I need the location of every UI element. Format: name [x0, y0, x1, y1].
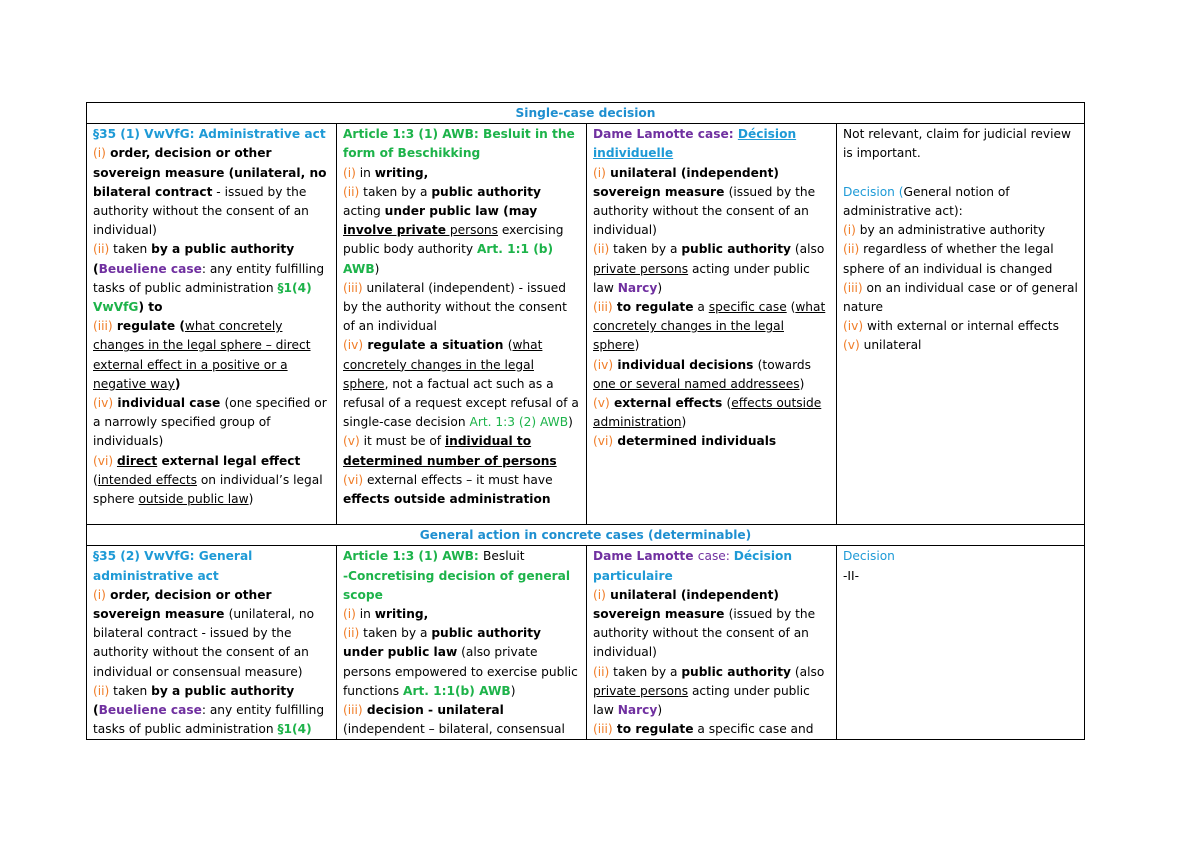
- table-row: [87, 546, 1085, 740]
- law-reference: §1(4): [277, 722, 312, 737]
- cell-awb-besluit-general-scope: Article 1:3 (1) AWB: Besluit -Concretising decision of general scope (i) in writing, (ii) taken by a public authority under public law (also private persons empowered to exercise public functions Art. 1:1(b) AWB) (iii) decision - unilateral (independent – bilateral, consensual: [337, 546, 587, 740]
- section-header-row: [87, 103, 1085, 124]
- section-header-row: [87, 525, 1085, 546]
- law-reference: Art. 1:1 (b) AWB: [343, 242, 554, 276]
- cell-dame-lamotte-particulaire: Dame Lamotte case: Décision particulaire (i) unilateral (independent) sovereign measure (issued by the authority without the consent of an individual) (ii) taken by a public authority (also private persons acting under public law Narcy) (iii) to regulate a specific case and: [587, 546, 837, 740]
- case-reference: Beueliene case: [98, 703, 202, 718]
- cell-decision-same: Decision -II-: [837, 546, 1085, 740]
- case-reference: Beueliene case: [98, 261, 202, 276]
- law-reference: Art. 1:1(b) AWB: [403, 683, 511, 698]
- cell-heading: Article 1:3 (1) AWB: Besluit in the form of Beschikking: [343, 127, 575, 161]
- law-reference: Art. 1:3 (2) AWB: [469, 415, 569, 430]
- cell-heading: §35 (1) VwVfG: Administrative act: [93, 127, 326, 142]
- table-row: [87, 124, 1085, 525]
- cell-vwvfg-administrative-act: §35 (1) VwVfG: Administrative act (i) order, decision or other sovereign measure (unilateral, no bilateral contract - issued by the authority without the consent of an individual) (ii) taken by a public authority (Beueliene case: any entity fulfilling tasks of public administration §1(4) VwVfG) to (iii) regulate (what concretely changes in the legal sphere – direct external effect in a positive or a negative way) (iv) individual case (one specified or a narrowly specified group of individuals) (vi) direct external legal effect (intended effects on individual’s legal sphere outside public law): [87, 124, 337, 525]
- case-reference: Narcy: [617, 703, 658, 718]
- cell-vwvfg-general-administrative-act: §35 (2) VwVfG: General administrative act (i) order, decision or other sovereign measure (unilateral, no bilateral contract - issued by the authority without the consent of an individual or consensual measure) (ii) taken by a public authority (Beueliene case: any entity fulfilling tasks of public administration §1(4): [87, 546, 337, 740]
- cell-heading: §35 (2) VwVfG: General administrative act: [93, 549, 253, 583]
- comparison-table: [86, 102, 1085, 740]
- cell-dame-lamotte-individuelle: Dame Lamotte case: Décision individuelle (i) unilateral (independent) sovereign measure (issued by the authority without the consent of an individual) (ii) taken by a public authority (also private persons acting under public law Narcy) (iii) to regulate a specific case (what concretely changes in the legal sphere) (iv) individual decisions (towards one or several named addressees) (v) external effects (effects outside administration) (vi) determined individuals: [587, 124, 837, 525]
- law-reference: §1(4) VwVfG: [93, 280, 312, 315]
- section-title-general-action: General action in concrete cases (determinable): [87, 525, 1085, 546]
- section-title-single-case: Single-case decision: [87, 103, 1085, 124]
- cell-awb-beschikking: Article 1:3 (1) AWB: Besluit in the form of Beschikking (i) in writing, (ii) taken by a public authority acting under public law (may involve private persons exercising public body authority Art. 1:1 (b) AWB) (iii) unilateral (independent) - issued by the authority without the consent of an individual (iv) regulate a situation (what concretely changes in the legal sphere, not a factual act such as a refusal of a request except refusal of a single-case decision Art. 1:3 (2) AWB) (v) it must be of individual to determined number of persons (vi) external effects – it must have effects outside administration: [337, 124, 587, 525]
- case-reference: Narcy: [617, 280, 658, 295]
- cell-decision-general-notion: Not relevant, claim for judicial review is important. Decision (General notion of administrative act): (i) by an administrative authority (ii) regardless of whether the legal sphere of an individual is changed (iii) on an individual case or of general nature (iv) with external or internal effects (v) unilateral: [837, 124, 1085, 525]
